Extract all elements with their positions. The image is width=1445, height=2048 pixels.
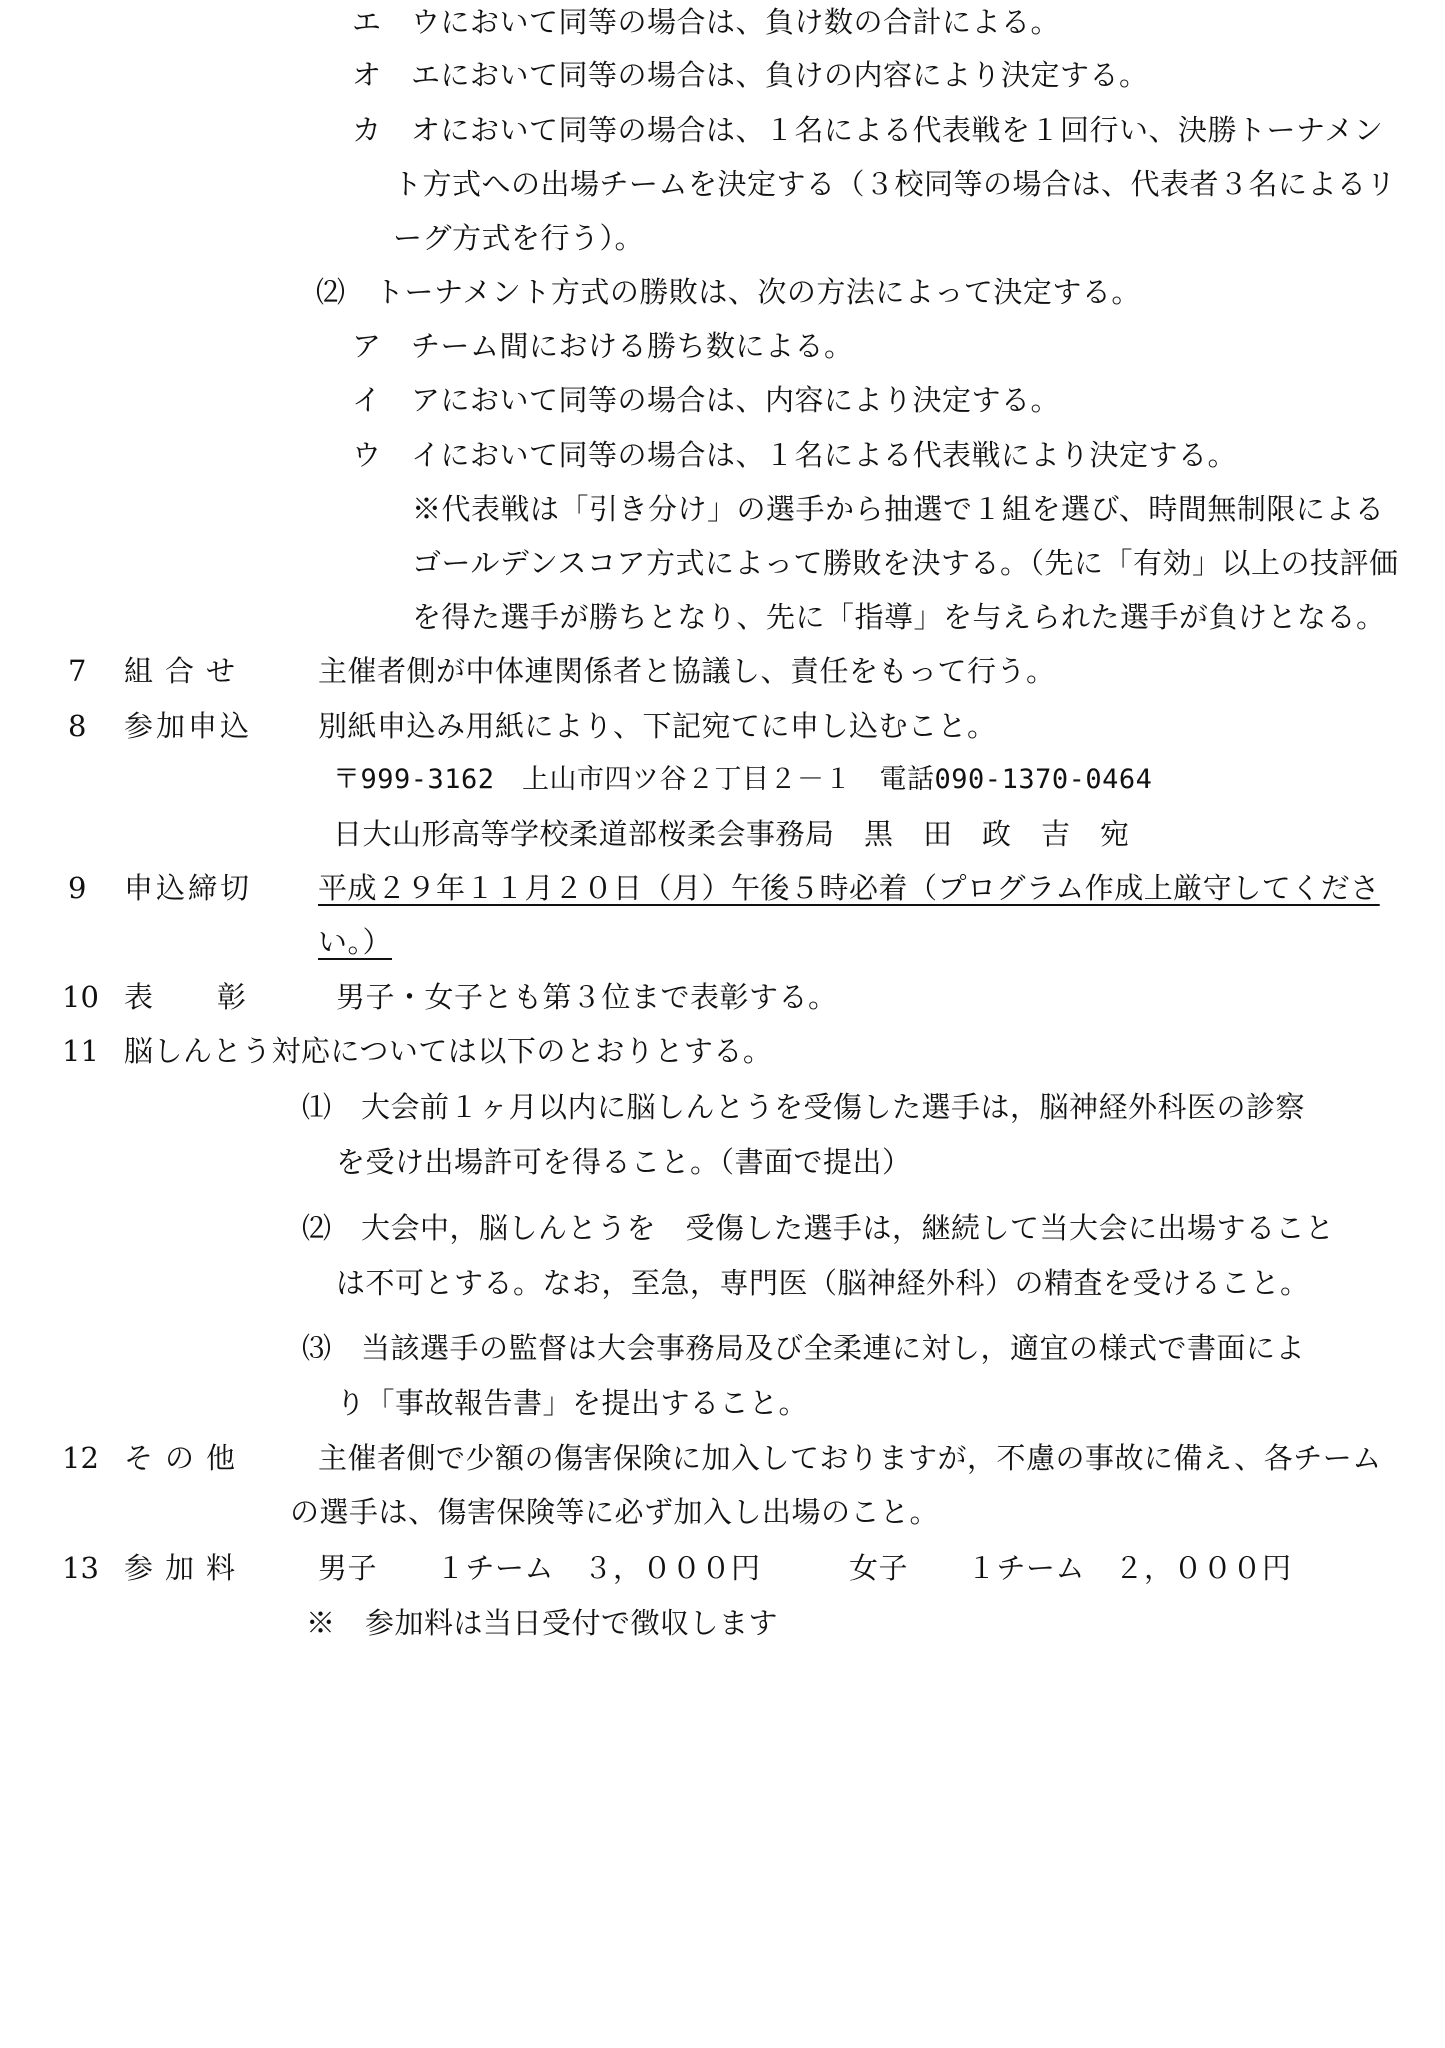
section-9-deadline-line-2: い。） bbox=[318, 925, 393, 959]
section-13-heading: 参加料 bbox=[124, 1551, 248, 1585]
representative-note-1: ※代表戦は「引き分け」の選手から抽選で１組を選び、時間無制限による bbox=[412, 492, 1385, 526]
section-8-heading: 参加申込 bbox=[124, 709, 253, 743]
representative-note-3: を得た選手が勝ちとなり、先に「指導」を与えられた選手が負けとなる。 bbox=[412, 600, 1386, 634]
rule-line-e: エ ウにおいて同等の場合は、負け数の合計による。 bbox=[352, 5, 1061, 39]
concussion-item-3-line-2: り「事故報告書」を提出すること。 bbox=[336, 1386, 809, 1420]
tournament-rule-heading: ⑵ トーナメント方式の勝敗は、次の方法によって決定する。 bbox=[316, 275, 1141, 309]
section-9-heading: 申込締切 bbox=[124, 871, 253, 905]
section-11-text: 脳しんとう対応については以下のとおりとする。 bbox=[124, 1034, 773, 1068]
tournament-rule-u: ウ イにおいて同等の場合は、１名による代表戦により決定する。 bbox=[352, 438, 1238, 472]
concussion-item-1-line-1: ⑴ 大会前１ヶ月以内に脳しんとうを受傷した選手は，脳神経外科医の診察 bbox=[302, 1090, 1306, 1124]
section-12-text-2: の選手は、傷害保険等に必ず加入し出場のこと。 bbox=[290, 1495, 940, 1529]
section-13-fee-text: 男子 １チーム ３，０００円 女子 １チーム ２，０００円 bbox=[318, 1551, 1292, 1585]
tournament-rule-i: イ アにおいて同等の場合は、内容により決定する。 bbox=[352, 383, 1061, 417]
concussion-item-2-line-2: は不可とする。なお，至急，専門医（脳神経外科）の精査を受けること。 bbox=[336, 1266, 1310, 1300]
section-12-heading: その他 bbox=[124, 1441, 248, 1475]
section-8-address: 〒999-3162 上山市四ツ谷２丁目２－１ 電話090-1370-0464 bbox=[333, 764, 1153, 795]
section-12-number: 12 bbox=[62, 1441, 99, 1475]
section-9-number: 9 bbox=[68, 871, 87, 905]
concussion-item-2-line-1: ⑵ 大会中，脳しんとうを 受傷した選手は，継続して当大会に出場すること bbox=[302, 1211, 1335, 1245]
section-11-number: 11 bbox=[62, 1034, 99, 1068]
rule-line-ka-3: ーグ方式を行う）。 bbox=[393, 221, 645, 255]
section-7-heading: 組合せ bbox=[124, 654, 248, 688]
section-10-text: 男子・女子とも第３位まで表彰する。 bbox=[336, 980, 838, 1014]
concussion-item-1-line-2: を受け出場許可を得ること。（書面で提出） bbox=[336, 1145, 912, 1179]
section-7-number: 7 bbox=[68, 654, 87, 688]
section-13-note: ※ 参加料は当日受付で徴収します bbox=[306, 1606, 779, 1640]
representative-note-2: ゴールデンスコア方式によって勝敗を決する。（先に「有効」以上の技評価 bbox=[412, 546, 1399, 580]
rule-line-ka-1: カ オにおいて同等の場合は、１名による代表戦を１回行い、決勝トーナメン bbox=[352, 113, 1384, 147]
section-8-recipient: 日大山形高等学校柔道部桜柔会事務局 黒 田 政 吉 宛 bbox=[333, 817, 1130, 851]
section-10-heading: 表 彰 bbox=[124, 980, 249, 1014]
section-8-number: 8 bbox=[68, 709, 87, 743]
rule-line-o: オ エにおいて同等の場合は、負けの内容により決定する。 bbox=[352, 58, 1149, 92]
rule-line-ka-2: ト方式への出場チームを決定する（３校同等の場合は、代表者３名によるリ bbox=[393, 167, 1397, 201]
section-8-text: 別紙申込み用紙により、下記宛てに申し込むこと。 bbox=[318, 709, 997, 743]
tournament-rule-a: ア チーム間における勝ち数による。 bbox=[352, 329, 854, 363]
section-9-deadline-line-1: 平成２９年１１月２０日（月）午後５時必着（プログラム作成上厳守してくださ bbox=[318, 871, 1380, 905]
section-13-number: 13 bbox=[62, 1551, 99, 1585]
section-10-number: 10 bbox=[62, 980, 99, 1014]
concussion-item-3-line-1: ⑶ 当該選手の監督は大会事務局及び全柔連に対し，適宜の様式で書面によ bbox=[302, 1331, 1306, 1365]
section-12-text-1: 主催者側で少額の傷害保険に加入しておりますが，不慮の事故に備え、各チーム bbox=[318, 1441, 1382, 1475]
section-7-text: 主催者側が中体連関係者と協議し、責任をもって行う。 bbox=[318, 654, 1056, 688]
